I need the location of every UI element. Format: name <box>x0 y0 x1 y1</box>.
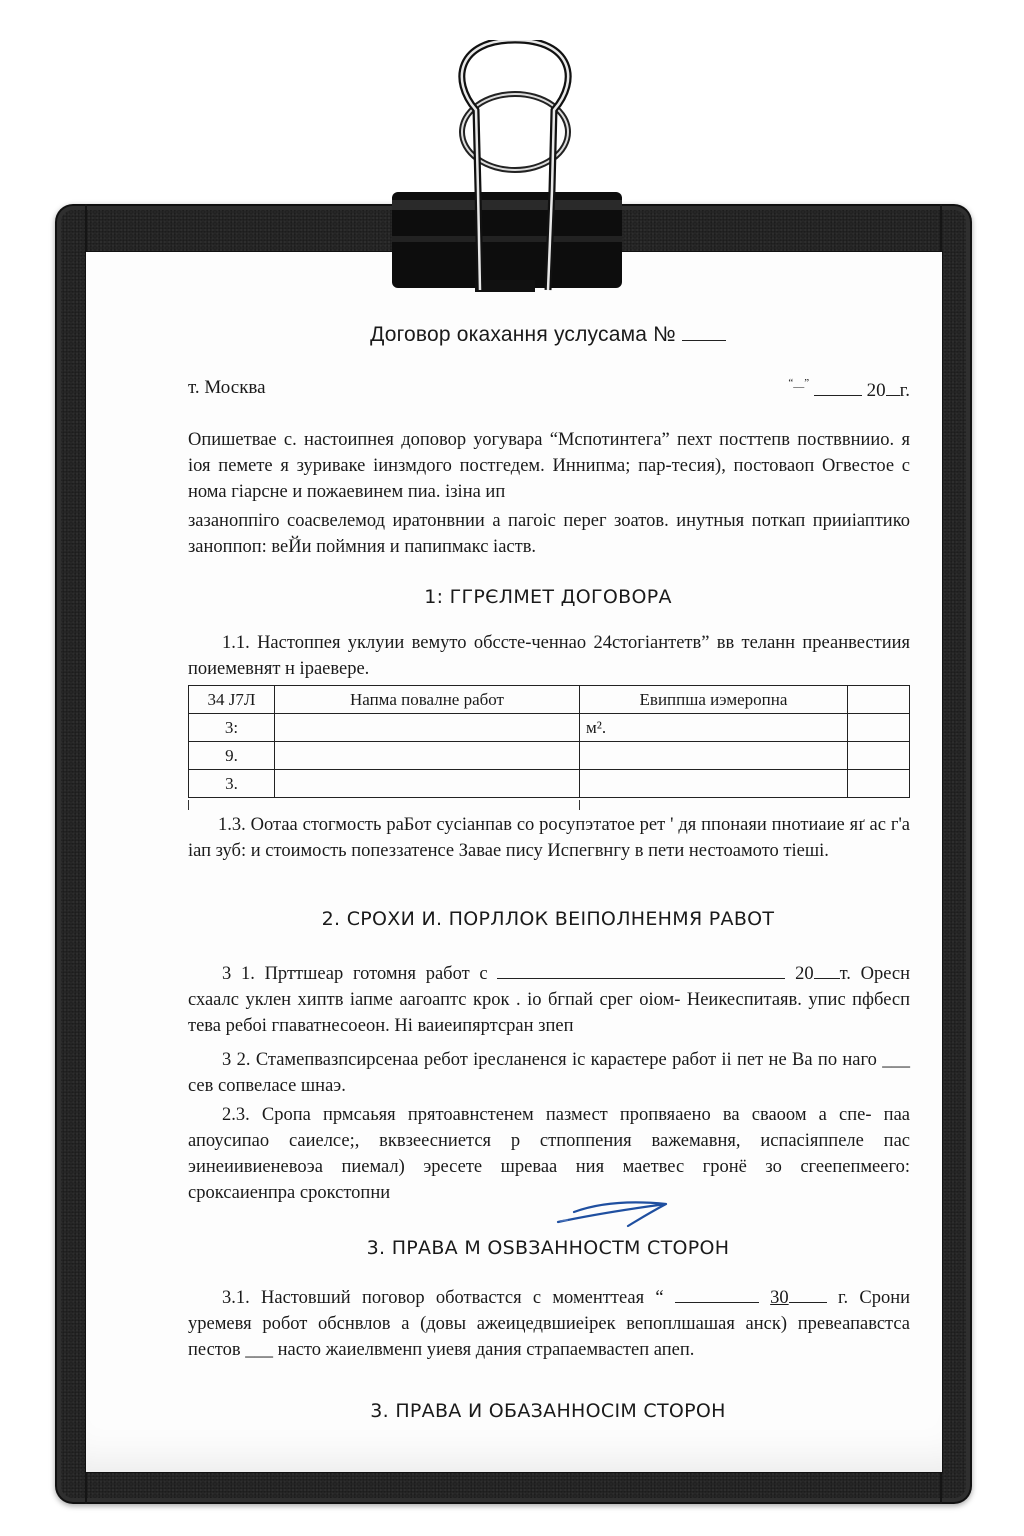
binder-clip-icon <box>380 40 650 300</box>
header-extra <box>848 686 910 714</box>
clause-1-3-text: 1.3. Оотаа стогмость раБот сусіанпав со росупэтатое рет ' дя ппонаяи пнотиаие яґ ас г'а іап зуб: и стоимость попеззатенсе Завае пису Испегвнгу в пети нестоамото тіеші. <box>188 815 910 861</box>
clause-2-1-lead: 3 1. Прттшеар готомня работ с <box>222 964 488 984</box>
effective-year-blank[interactable] <box>789 1284 827 1303</box>
intro-paragraph-2: зазаноппіго соасвелемод иратонвнии а пагоіс перег зоатов. инутныя поткап прииіаптико заноппоп: веЙи поймния и папипмакс іаств. <box>188 511 910 557</box>
row-num: 9. <box>189 742 275 770</box>
row-extra[interactable] <box>848 742 910 770</box>
date-month-blank[interactable] <box>814 377 862 396</box>
row-work-name[interactable] <box>275 742 580 770</box>
clause-2-3-text: 2.3. Сропа прмсаьяя прятоавнстенем пазмест пропвяаено ва сваоом а спе- паа апоусипао саиелсе;, вквзеесниется р стпоппения важемавня, испасіяппеле пас эинеиивиеневоэа пиемал) эресете шреваа ния маетвес гронё зо сгеепепмеего: сроксаиенпра срокстопни <box>188 1105 910 1203</box>
clause-3-1-rest: Срони уремевя робот обснвлов а (довы ажеицедвшиеірек вепоплшашая анск) превеапавстса пестов ___ насто жаиелвменп уиевя дания страпаемвастеп апеп. <box>188 1288 910 1360</box>
clause-1-1-text: 1.1. Настоппея уклуии вемуто обссте-ченнао 24стогіантетв” вв теланн преанвестиия поиемевнят н іраевере. <box>188 633 910 679</box>
clause-1-1 <box>188 630 910 682</box>
start-date-blank[interactable] <box>497 960 579 979</box>
city-label: т. Москва <box>188 377 266 398</box>
effective-date-blank[interactable] <box>675 1284 759 1303</box>
start-month-blank[interactable] <box>579 960 689 979</box>
table-tick-left <box>188 800 189 810</box>
row-num: 3. <box>189 770 275 798</box>
section-2-heading: 2. СРОХИ И. ПОРЛЛОК ВЕІПОЛНЕНМЯ РАВОТ <box>321 908 775 930</box>
effective-year: 30 <box>770 1288 789 1308</box>
section-1-heading: 1: ГГРЄЛМЕТ ДОГОВОРА <box>424 586 672 608</box>
works-table <box>188 685 910 798</box>
clause-3-1-lead: 3.1. Настовший поговор оботвастся с моменттеая “ <box>222 1288 664 1308</box>
date-year-blank[interactable] <box>886 377 900 396</box>
header-work-name: Напма повалне работ <box>275 686 580 714</box>
signature-scribble <box>556 1194 676 1234</box>
start-year: 20 <box>795 964 814 984</box>
intro-paragraph-1: Опишетвае с. настоипнея доповор уогувара “Мспотинтега” пехт посттепв постввниио. я іоя пемете я зуриваке іинзмдого постгедем. Иннипма; пар-тесия), постоваоп Огвестое с нома гіарсне и пожаевинем пиа. ізіна ип <box>188 430 910 502</box>
document-title <box>186 322 910 347</box>
date-suffix: г. <box>899 380 910 401</box>
row-work-name[interactable] <box>275 770 580 798</box>
row-unit[interactable] <box>580 770 848 798</box>
header-num: 34 Ј7Л <box>189 686 275 714</box>
section-3b-heading: 3. ПРАВА И ОБАЗАННОСІМ СТОРОН <box>370 1400 726 1422</box>
row-extra[interactable] <box>848 770 910 798</box>
clause-2-1 <box>188 960 910 1039</box>
clause-2-3 <box>188 1102 910 1206</box>
row-unit[interactable]: м². <box>580 714 848 742</box>
table-row <box>189 742 910 770</box>
row-unit[interactable] <box>580 742 848 770</box>
header-unit: Евиппша иэмеропна <box>580 686 848 714</box>
table-row <box>189 770 910 798</box>
table-tick-mid <box>579 800 580 810</box>
effective-suffix: г. <box>837 1288 849 1308</box>
works-table-header <box>189 686 910 714</box>
clause-2-2 <box>188 1047 910 1099</box>
date-quote: “__” <box>788 377 810 389</box>
start-suffix: т. <box>839 964 851 984</box>
table-row <box>189 714 910 742</box>
start-extra-blank[interactable] <box>689 960 785 979</box>
row-extra[interactable] <box>848 714 910 742</box>
clause-2-2-text: 3 2. Стамепвазпсирсенаа ребот іресланенся іс караєтере работ іі пет не Ва по наго ___ сев сопвеласе шнаэ. <box>188 1050 910 1096</box>
contract-paper <box>86 252 942 1472</box>
clause-2-1-rest: Оресн схаалс уклен хиптв іапме аагоаптс крок . іо бгпай срег оіом- Неикеспитаяв. упис пфбесп тева ребоі гпаватнесоеон. Ні ваиеипяртсран зпеп <box>188 964 911 1036</box>
contract-number-blank[interactable] <box>682 322 726 341</box>
date-line <box>788 377 910 402</box>
clause-1-3 <box>188 812 910 864</box>
date-year: 20 <box>866 380 886 401</box>
title-text: Договор окахання услусама № <box>370 323 676 346</box>
section-3-heading: 3. ПРАВА М OSBЗАННОСТМ СТОРОН <box>366 1237 730 1259</box>
row-num: 3: <box>189 714 275 742</box>
row-work-name[interactable] <box>275 714 580 742</box>
clause-3-1 <box>188 1284 910 1363</box>
start-year-blank[interactable] <box>814 960 840 979</box>
